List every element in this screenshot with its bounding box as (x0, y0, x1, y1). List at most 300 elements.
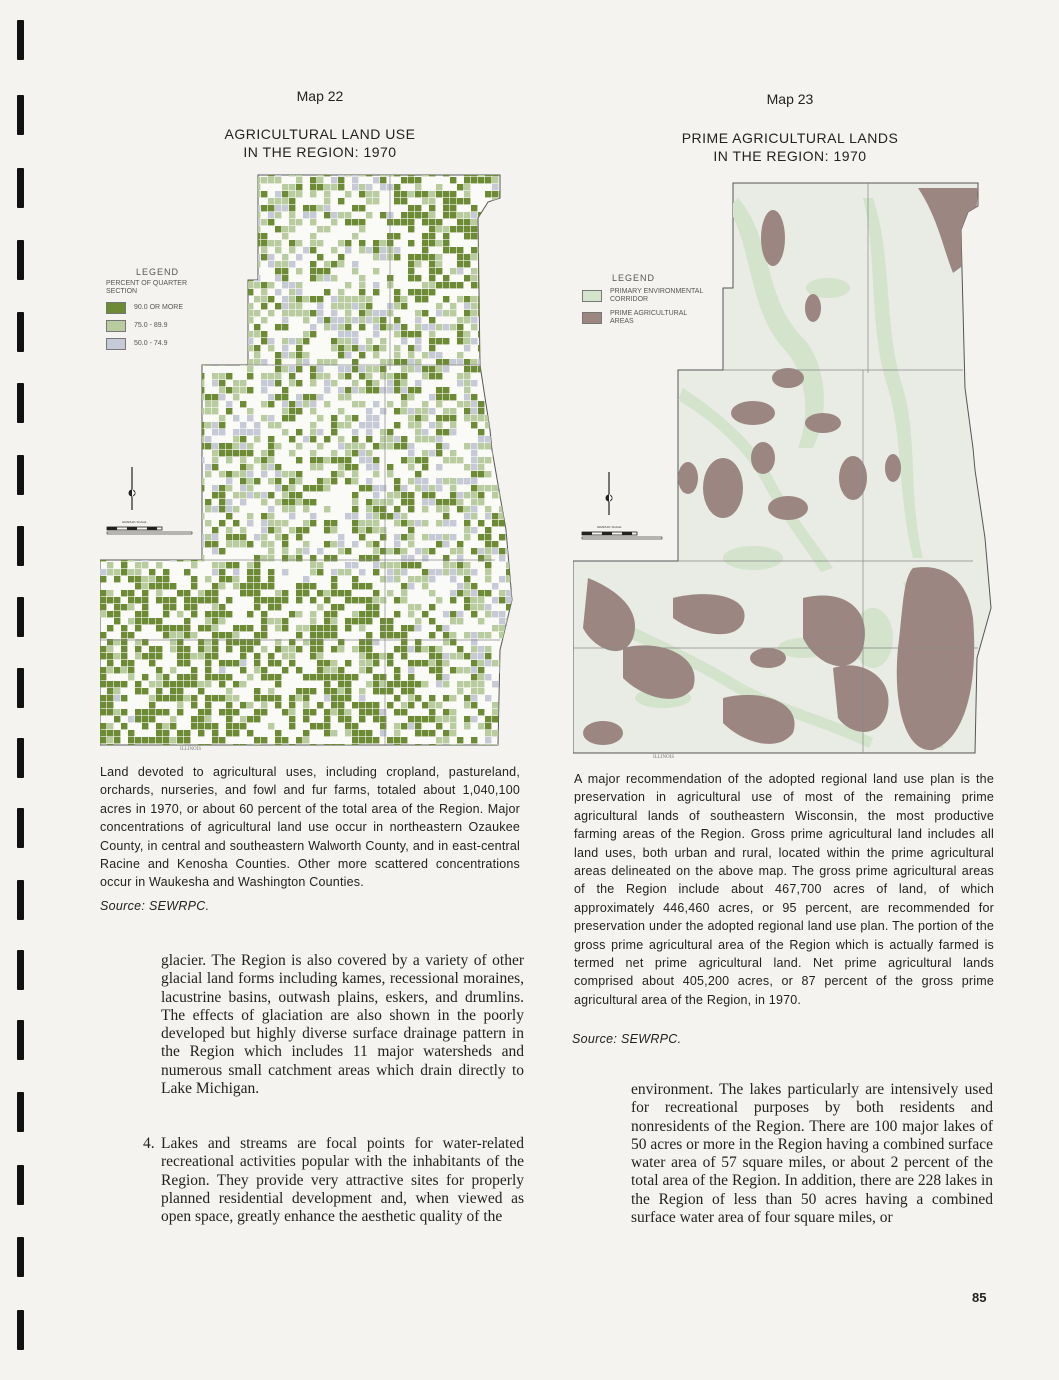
land-use-cell (359, 443, 365, 449)
land-use-cell (352, 296, 358, 302)
land-use-cell (457, 401, 463, 407)
land-use-cell (443, 212, 449, 218)
land-use-cell (443, 737, 449, 743)
land-use-cell (219, 184, 225, 190)
land-use-cell (149, 618, 155, 624)
land-use-cell (261, 667, 267, 673)
land-use-cell (485, 562, 491, 568)
land-use-cell (506, 191, 512, 197)
land-use-cell (282, 191, 288, 197)
land-use-cell (240, 625, 246, 631)
land-use-cell (317, 723, 323, 729)
land-use-cell (296, 548, 302, 554)
land-use-cell (324, 527, 330, 533)
land-use-cell (240, 653, 246, 659)
land-use-cell (471, 282, 477, 288)
land-use-cell (499, 275, 505, 281)
land-use-cell (429, 233, 435, 239)
land-use-cell (226, 527, 232, 533)
land-use-cell (443, 359, 449, 365)
land-use-cell (415, 184, 421, 190)
land-use-cell (177, 730, 183, 736)
land-use-cell (471, 583, 477, 589)
land-use-cell (373, 443, 379, 449)
land-use-cell (261, 632, 267, 638)
land-use-cell (513, 660, 519, 666)
land-use-cell (366, 303, 372, 309)
land-use-cell (254, 310, 260, 316)
land-use-cell (331, 702, 337, 708)
land-use-cell (359, 289, 365, 295)
land-use-cell (212, 212, 218, 218)
land-use-cell (345, 191, 351, 197)
land-use-cell (121, 408, 127, 414)
land-use-cell (149, 373, 155, 379)
land-use-cell (513, 723, 519, 729)
land-use-cell (282, 653, 288, 659)
land-use-cell (261, 618, 267, 624)
land-use-cell (240, 170, 246, 176)
land-use-cell (485, 296, 491, 302)
land-use-cell (114, 730, 120, 736)
land-use-cell (156, 681, 162, 687)
land-use-cell (415, 331, 421, 337)
land-use-cell (359, 527, 365, 533)
land-use-cell (394, 247, 400, 253)
land-use-cell (485, 695, 491, 701)
land-use-cell (247, 485, 253, 491)
land-use-cell (268, 569, 274, 575)
land-use-cell (135, 611, 141, 617)
land-use-cell (464, 226, 470, 232)
map-22-title (190, 125, 450, 161)
land-use-cell (331, 632, 337, 638)
land-use-cell (429, 653, 435, 659)
land-use-cell (506, 226, 512, 232)
land-use-cell (282, 254, 288, 260)
land-use-cell (121, 590, 127, 596)
land-use-cell (282, 352, 288, 358)
land-use-cell (415, 457, 421, 463)
land-use-cell (198, 709, 204, 715)
land-use-cell (184, 569, 190, 575)
land-use-cell (212, 457, 218, 463)
land-use-cell (324, 184, 330, 190)
land-use-cell (408, 583, 414, 589)
land-use-cell (226, 457, 232, 463)
land-use-cell (464, 415, 470, 421)
land-use-cell (408, 289, 414, 295)
land-use-cell (261, 457, 267, 463)
land-use-cell (261, 611, 267, 617)
land-use-cell (499, 380, 505, 386)
land-use-cell (177, 555, 183, 561)
land-use-cell (387, 387, 393, 393)
land-use-cell (506, 254, 512, 260)
land-use-cell (100, 212, 106, 218)
land-use-cell (331, 359, 337, 365)
land-use-cell (296, 366, 302, 372)
land-use-cell (317, 275, 323, 281)
land-use-cell (352, 471, 358, 477)
land-use-cell (226, 478, 232, 484)
land-use-cell (149, 737, 155, 743)
land-use-cell (296, 408, 302, 414)
land-use-cell (513, 198, 519, 204)
land-use-cell (401, 338, 407, 344)
land-use-cell (184, 352, 190, 358)
binding-mark (17, 168, 24, 208)
land-use-cell (247, 716, 253, 722)
land-use-cell (415, 485, 421, 491)
land-use-cell (268, 604, 274, 610)
land-use-cell (499, 730, 505, 736)
land-use-cell (436, 282, 442, 288)
land-use-cell (338, 709, 344, 715)
land-use-cell (142, 170, 148, 176)
land-use-cell (142, 555, 148, 561)
land-use-cell (380, 247, 386, 253)
land-use-cell (506, 303, 512, 309)
land-use-cell (408, 275, 414, 281)
land-use-cell (499, 303, 505, 309)
land-use-cell (100, 730, 106, 736)
land-use-cell (261, 380, 267, 386)
land-use-cell (149, 646, 155, 652)
land-use-cell (135, 254, 141, 260)
land-use-cell (485, 457, 491, 463)
land-use-cell (450, 667, 456, 673)
land-use-cell (471, 408, 477, 414)
land-use-cell (464, 464, 470, 470)
land-use-cell (408, 394, 414, 400)
land-use-cell (422, 492, 428, 498)
land-use-cell (506, 485, 512, 491)
land-use-cell (310, 212, 316, 218)
land-use-cell (338, 674, 344, 680)
land-use-cell (219, 233, 225, 239)
land-use-cell (464, 569, 470, 575)
land-use-cell (184, 247, 190, 253)
land-use-cell (485, 282, 491, 288)
land-use-cell (464, 212, 470, 218)
land-use-cell (233, 436, 239, 442)
land-use-cell (205, 646, 211, 652)
land-use-cell (443, 513, 449, 519)
land-use-cell (478, 219, 484, 225)
land-use-cell (471, 702, 477, 708)
land-use-cell (303, 576, 309, 582)
land-use-cell (170, 632, 176, 638)
land-use-cell (233, 240, 239, 246)
land-use-cell (450, 324, 456, 330)
land-use-cell (170, 401, 176, 407)
land-use-cell (485, 555, 491, 561)
land-use-cell (380, 310, 386, 316)
land-use-cell (296, 345, 302, 351)
land-use-cell (149, 436, 155, 442)
land-use-cell (464, 310, 470, 316)
land-use-cell (338, 198, 344, 204)
land-use-cell (212, 394, 218, 400)
land-use-cell (261, 331, 267, 337)
land-use-cell (282, 534, 288, 540)
land-use-cell (380, 240, 386, 246)
land-use-cell (345, 317, 351, 323)
land-use-cell (219, 674, 225, 680)
land-use-cell (394, 198, 400, 204)
land-use-cell (296, 478, 302, 484)
land-use-cell (422, 436, 428, 442)
land-use-cell (107, 688, 113, 694)
land-use-cell (198, 240, 204, 246)
land-use-cell (331, 541, 337, 547)
land-use-cell (415, 695, 421, 701)
land-use-cell (212, 562, 218, 568)
land-use-cell (268, 296, 274, 302)
land-use-cell (415, 744, 421, 750)
land-use-cell (338, 422, 344, 428)
land-use-cell (100, 653, 106, 659)
land-use-cell (394, 296, 400, 302)
land-use-cell (282, 415, 288, 421)
land-use-cell (499, 464, 505, 470)
land-use-cell (212, 695, 218, 701)
land-use-cell (303, 716, 309, 722)
land-use-cell (261, 415, 267, 421)
land-use-cell (114, 177, 120, 183)
land-use-cell (366, 415, 372, 421)
land-use-cell (352, 317, 358, 323)
land-use-cell (366, 611, 372, 617)
land-use-cell (303, 247, 309, 253)
land-use-cell (240, 429, 246, 435)
land-use-cell (247, 464, 253, 470)
binding-mark (17, 950, 24, 990)
land-use-cell (261, 709, 267, 715)
land-use-cell (499, 170, 505, 176)
land-use-cell (303, 296, 309, 302)
land-use-cell (457, 499, 463, 505)
land-use-cell (401, 723, 407, 729)
land-use-cell (464, 233, 470, 239)
land-use-cell (254, 352, 260, 358)
land-use-cell (233, 380, 239, 386)
land-use-cell (408, 359, 414, 365)
land-use-cell (443, 233, 449, 239)
binding-mark (17, 1020, 24, 1060)
land-use-cell (128, 597, 134, 603)
land-use-cell (275, 226, 281, 232)
land-use-cell (128, 359, 134, 365)
land-use-cell (373, 688, 379, 694)
land-use-cell (191, 261, 197, 267)
land-use-cell (100, 198, 106, 204)
land-use-cell (121, 632, 127, 638)
land-use-cell (254, 226, 260, 232)
land-use-cell (478, 660, 484, 666)
land-use-cell (107, 387, 113, 393)
land-use-cell (170, 457, 176, 463)
land-use-cell (345, 415, 351, 421)
land-use-cell (114, 618, 120, 624)
land-use-cell (345, 569, 351, 575)
land-use-cell (429, 226, 435, 232)
land-use-cell (240, 471, 246, 477)
land-use-cell (485, 324, 491, 330)
land-use-cell (163, 429, 169, 435)
land-use-cell (387, 569, 393, 575)
land-use-cell (121, 170, 127, 176)
land-use-cell (212, 541, 218, 547)
land-use-cell (387, 499, 393, 505)
land-use-cell (324, 401, 330, 407)
land-use-cell (212, 443, 218, 449)
land-use-cell (163, 597, 169, 603)
land-use-cell (212, 569, 218, 575)
land-use-cell (457, 198, 463, 204)
land-use-cell (380, 653, 386, 659)
land-use-cell (268, 170, 274, 176)
land-use-cell (345, 744, 351, 750)
land-use-cell (128, 205, 134, 211)
land-use-cell (380, 373, 386, 379)
land-use-cell (506, 695, 512, 701)
land-use-cell (380, 408, 386, 414)
land-use-cell (317, 569, 323, 575)
land-use-cell (212, 205, 218, 211)
land-use-cell (485, 744, 491, 750)
land-use-cell (401, 548, 407, 554)
land-use-cell (296, 401, 302, 407)
land-use-cell (443, 282, 449, 288)
land-use-cell (429, 268, 435, 274)
land-use-cell (331, 730, 337, 736)
land-use-cell (464, 191, 470, 197)
land-use-cell (394, 443, 400, 449)
land-use-cell (457, 506, 463, 512)
land-use-cell (506, 506, 512, 512)
land-use-cell (296, 443, 302, 449)
land-use-cell (275, 268, 281, 274)
land-use-cell (303, 352, 309, 358)
land-use-cell (352, 478, 358, 484)
land-use-cell (191, 212, 197, 218)
land-use-cell (233, 534, 239, 540)
land-use-cell (233, 198, 239, 204)
land-use-cell (268, 443, 274, 449)
land-use-cell (415, 723, 421, 729)
land-use-cell (317, 660, 323, 666)
land-use-cell (240, 702, 246, 708)
land-use-cell (366, 184, 372, 190)
land-use-cell (373, 653, 379, 659)
land-use-cell (240, 464, 246, 470)
land-use-cell (345, 443, 351, 449)
land-use-cell (450, 485, 456, 491)
land-use-cell (142, 212, 148, 218)
land-use-cell (380, 506, 386, 512)
land-use-cell (289, 450, 295, 456)
land-use-cell (289, 506, 295, 512)
land-use-cell (373, 716, 379, 722)
land-use-cell (436, 667, 442, 673)
land-use-cell (233, 506, 239, 512)
land-use-cell (261, 555, 267, 561)
land-use-cell (345, 618, 351, 624)
land-use-cell (359, 191, 365, 197)
land-use-cell (135, 387, 141, 393)
land-use-cell (212, 625, 218, 631)
land-use-cell (107, 212, 113, 218)
land-use-cell (506, 205, 512, 211)
map-23-title (660, 129, 920, 165)
land-use-cell (226, 324, 232, 330)
land-use-cell (275, 730, 281, 736)
land-use-cell (457, 373, 463, 379)
land-use-cell (464, 492, 470, 498)
land-use-cell (226, 730, 232, 736)
land-use-cell (226, 296, 232, 302)
land-use-cell (233, 471, 239, 477)
map-23-title-line-1: PRIME AGRICULTURAL LANDS (681, 130, 899, 146)
land-use-cell (247, 702, 253, 708)
land-use-cell (366, 632, 372, 638)
land-use-cell (205, 674, 211, 680)
land-use-cell (275, 247, 281, 253)
land-use-cell (373, 709, 379, 715)
land-use-cell (324, 709, 330, 715)
land-use-cell (205, 590, 211, 596)
land-use-cell (107, 660, 113, 666)
land-use-cell (331, 625, 337, 631)
land-use-cell (492, 296, 498, 302)
land-use-cell (478, 555, 484, 561)
land-use-cell (289, 296, 295, 302)
land-use-cell (492, 541, 498, 547)
land-use-cell (450, 576, 456, 582)
land-use-cell (485, 569, 491, 575)
land-use-cell (443, 226, 449, 232)
land-use-cell (198, 457, 204, 463)
land-use-cell (457, 590, 463, 596)
land-use-cell (513, 282, 519, 288)
land-use-cell (100, 359, 106, 365)
land-use-cell (156, 366, 162, 372)
land-use-cell (471, 170, 477, 176)
land-use-cell (142, 450, 148, 456)
land-use-cell (275, 618, 281, 624)
land-use-cell (184, 191, 190, 197)
land-use-cell (100, 569, 106, 575)
land-use-cell (303, 709, 309, 715)
land-use-cell (240, 198, 246, 204)
land-use-cell (205, 653, 211, 659)
land-use-cell (429, 716, 435, 722)
land-use-cell (289, 485, 295, 491)
land-use-cell (226, 310, 232, 316)
land-use-cell (506, 478, 512, 484)
land-use-cell (310, 646, 316, 652)
land-use-cell (366, 436, 372, 442)
land-use-cell (415, 212, 421, 218)
land-use-cell (275, 373, 281, 379)
land-use-cell (121, 254, 127, 260)
land-use-cell (499, 324, 505, 330)
land-use-cell (415, 310, 421, 316)
land-use-cell (422, 212, 428, 218)
land-use-cell (464, 534, 470, 540)
